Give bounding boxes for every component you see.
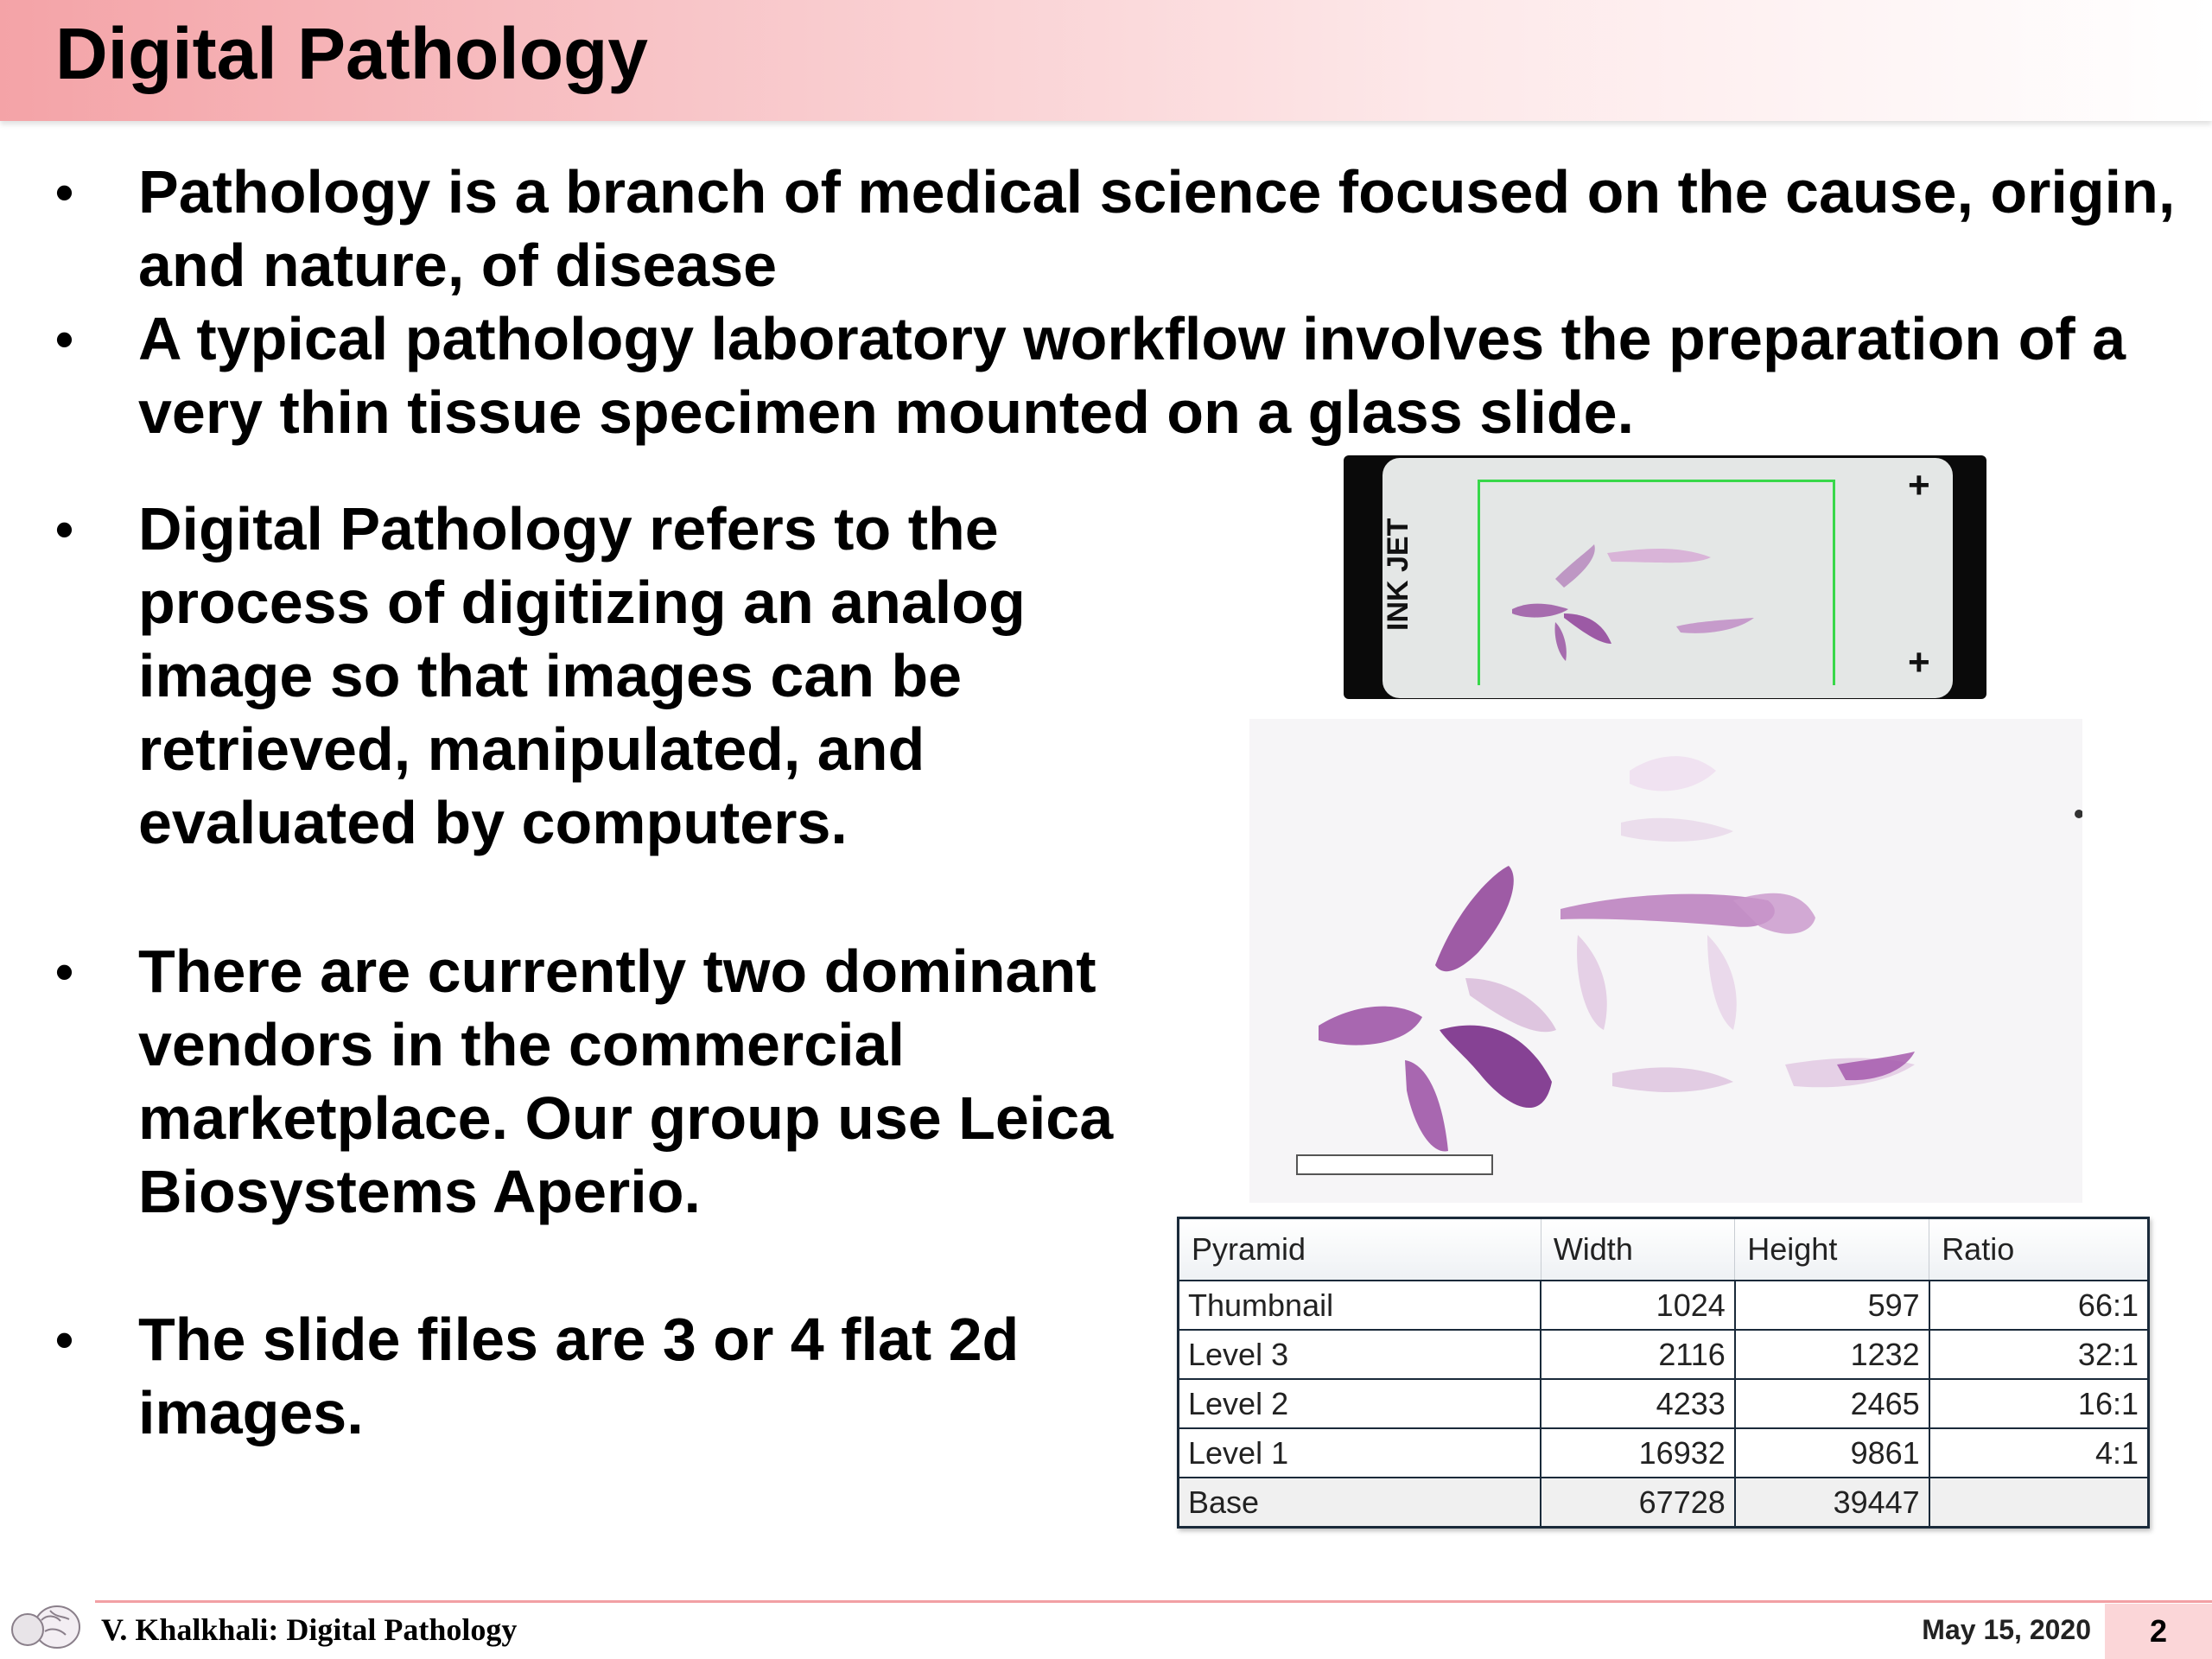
- cell-ratio: 16:1: [1929, 1379, 2149, 1428]
- footer-author: V. Khalkhali: Digital Pathology: [101, 1612, 518, 1647]
- bullet-list-top: [52, 156, 2195, 449]
- footer-divider: [95, 1600, 2212, 1603]
- title-bar: [0, 0, 2212, 121]
- cell-height: 597: [1735, 1281, 1929, 1330]
- column-header-pyramid: Pyramid: [1179, 1218, 1541, 1281]
- brain-logo-icon: [9, 1599, 83, 1656]
- cell-width: 16932: [1541, 1428, 1734, 1478]
- cell-ratio: 32:1: [1929, 1330, 2149, 1379]
- table-row: [1179, 1478, 2149, 1528]
- page-number: 2: [2105, 1604, 2212, 1659]
- cell-level: Base: [1179, 1478, 1541, 1528]
- cell-width: 1024: [1541, 1281, 1734, 1330]
- bullet-slide-files: • The slide files are 3 or 4 flat 2d images.: [52, 1303, 1210, 1450]
- pyramid-levels-table: [1177, 1217, 2150, 1529]
- bullet-vendors: • There are currently two dominant vendors in the commercial marketplace. Our group use Leica Biosystems Aperio.: [52, 935, 1210, 1229]
- bullet-digital-pathology: • Digital Pathology refers to the process of digitizing an analog image so that images can be retrieved, manipulated, and evaluated by computers.: [52, 493, 1210, 860]
- cell-ratio: 4:1: [1929, 1428, 2149, 1478]
- cell-width: 4233: [1541, 1379, 1734, 1428]
- cell-width: 2116: [1541, 1330, 1734, 1379]
- cell-width: 67728: [1541, 1478, 1734, 1528]
- column-header-height: Height: [1735, 1218, 1929, 1281]
- cell-ratio: [1929, 1478, 2149, 1528]
- footer-date: May 15, 2020: [1922, 1614, 2091, 1645]
- bullet-list-digital: [52, 493, 1210, 860]
- bullet-list-files: [52, 1303, 1210, 1450]
- cell-height: 39447: [1735, 1478, 1929, 1528]
- plus-marker-icon: +: [1908, 464, 1930, 506]
- table-row: [1179, 1428, 2149, 1478]
- cell-ratio: 66:1: [1929, 1281, 2149, 1330]
- whole-slide-scan-image: [1249, 719, 2082, 1203]
- slide-title: Digital Pathology: [55, 13, 649, 94]
- cell-height: 1232: [1735, 1330, 1929, 1379]
- bullet-list-vendors: [52, 935, 1210, 1229]
- cell-height: 9861: [1735, 1428, 1929, 1478]
- slide-tissue-illustration: [1503, 527, 1763, 665]
- cell-level: Level 3: [1179, 1330, 1541, 1379]
- table-row: [1179, 1379, 2149, 1428]
- tissue-sections-illustration: [1249, 719, 2082, 1203]
- plus-marker-icon: +: [1908, 641, 1930, 683]
- bullet-lab-workflow: • A typical pathology laboratory workflow involves the preparation of a very thin tissue specimen mounted on a glass slide.: [52, 302, 2195, 449]
- cell-level: Thumbnail: [1179, 1281, 1541, 1330]
- cell-level: Level 1: [1179, 1428, 1541, 1478]
- bullet-pathology-definition: • Pathology is a branch of medical science focused on the cause, origin, and nature, of disease: [52, 156, 2195, 302]
- cell-height: 2465: [1735, 1379, 1929, 1428]
- slide-label: INK JET: [1382, 518, 1414, 632]
- table-header-row: [1179, 1218, 2149, 1281]
- table-row: [1179, 1281, 2149, 1330]
- column-header-ratio: Ratio: [1929, 1218, 2149, 1281]
- column-header-width: Width: [1541, 1218, 1734, 1281]
- cell-level: Level 2: [1179, 1379, 1541, 1428]
- scale-bar: [1296, 1154, 1493, 1175]
- table-row: [1179, 1330, 2149, 1379]
